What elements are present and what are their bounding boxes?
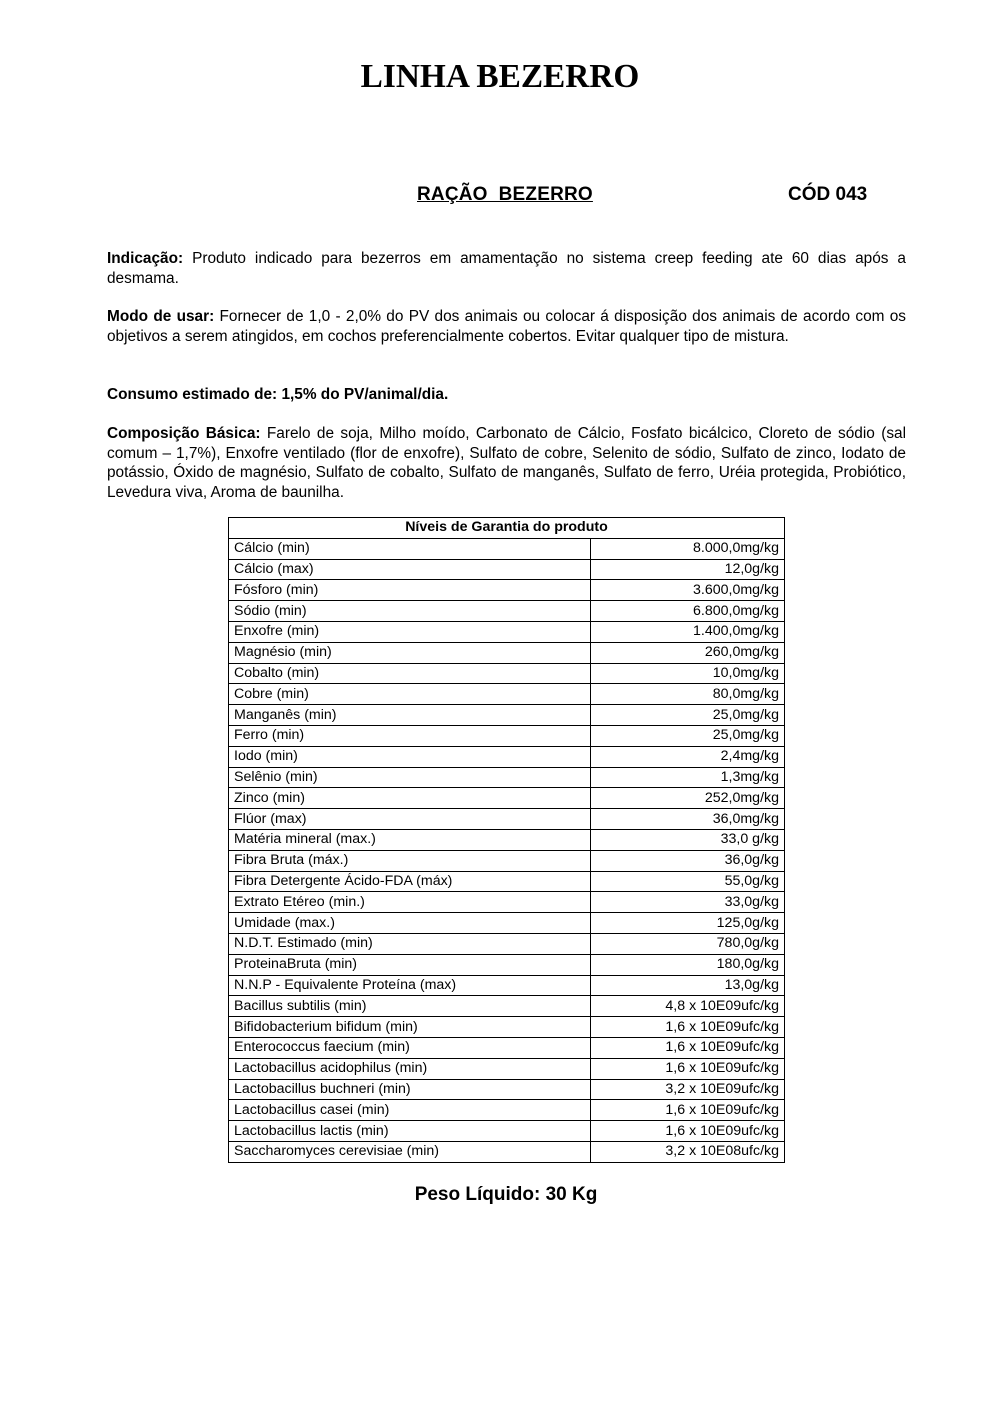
- nutrient-name: Extrato Etéreo (min.): [229, 892, 591, 913]
- nutrient-value: 1,6 x 10E09ufc/kg: [591, 1017, 785, 1038]
- nutrient-value: 33,0 g/kg: [591, 829, 785, 850]
- modo-de-usar-label: Modo de usar:: [107, 308, 215, 325]
- table-row: [229, 559, 785, 580]
- table-row: [229, 725, 785, 746]
- nutrient-value: 10,0mg/kg: [591, 663, 785, 684]
- nutrient-value: 36,0g/kg: [591, 850, 785, 871]
- nutrient-value: 6.800,0mg/kg: [591, 601, 785, 622]
- table-row: [229, 538, 785, 559]
- nutrient-name: Magnésio (min): [229, 642, 591, 663]
- nutrient-value: 252,0mg/kg: [591, 788, 785, 809]
- document-title: LINHA BEZERRO: [360, 58, 640, 95]
- table-row: [229, 871, 785, 892]
- nutrient-name: Lactobacillus lactis (min): [229, 1121, 591, 1142]
- nutrient-name: Umidade (max.): [229, 913, 591, 934]
- nutrient-name: Bifidobacterium bifidum (min): [229, 1017, 591, 1038]
- nutrient-name: Saccharomyces cerevisiae (min): [229, 1141, 591, 1162]
- table-row: [229, 1141, 785, 1162]
- nutrient-name: Fibra Bruta (máx.): [229, 850, 591, 871]
- nutrient-name: Zinco (min): [229, 788, 591, 809]
- table-row: [229, 954, 785, 975]
- nutrient-name: Bacillus subtilis (min): [229, 996, 591, 1017]
- table-row: [229, 975, 785, 996]
- table-row: [229, 829, 785, 850]
- nutrient-value: 1.400,0mg/kg: [591, 621, 785, 642]
- table-row: [229, 788, 785, 809]
- nutrient-name: N.D.T. Estimado (min): [229, 933, 591, 954]
- table-row: [229, 684, 785, 705]
- table-row: [229, 933, 785, 954]
- composicao-label: Composição Básica:: [107, 425, 261, 442]
- nutrient-value: 1,6 x 10E09ufc/kg: [591, 1058, 785, 1079]
- table-row: [229, 601, 785, 622]
- nutrient-name: Matéria mineral (max.): [229, 829, 591, 850]
- net-weight: Peso Líquido: 30 Kg: [414, 1184, 598, 1205]
- nutrient-value: 12,0g/kg: [591, 559, 785, 580]
- nutrient-name: Flúor (max): [229, 809, 591, 830]
- table-row: [229, 705, 785, 726]
- nutrient-name: Cobre (min): [229, 684, 591, 705]
- table-row: [229, 642, 785, 663]
- nutrient-name: Lactobacillus acidophilus (min): [229, 1058, 591, 1079]
- indicacao-text: Produto indicado para bezerros em amamentação no sistema creep feeding ate 60 dias após a desmama.: [107, 250, 906, 287]
- nutrient-value: 8.000,0mg/kg: [591, 538, 785, 559]
- indicacao-paragraph: [107, 249, 906, 288]
- nutrient-name: Enxofre (min): [229, 621, 591, 642]
- table-row: [229, 767, 785, 788]
- table-header-row: [229, 518, 785, 539]
- table-row: [229, 1100, 785, 1121]
- table-row: [229, 580, 785, 601]
- nutrient-value: 4,8 x 10E09ufc/kg: [591, 996, 785, 1017]
- table-header: Níveis de Garantia do produto: [229, 518, 785, 539]
- table-body: [229, 538, 785, 1162]
- composicao-paragraph: [107, 424, 906, 502]
- table-row: [229, 746, 785, 767]
- nutrient-name: Cálcio (max): [229, 559, 591, 580]
- table-row: [229, 1121, 785, 1142]
- nutrient-value: 25,0mg/kg: [591, 705, 785, 726]
- table-row: [229, 809, 785, 830]
- nutrient-name: Iodo (min): [229, 746, 591, 767]
- consumo-estimado: Consumo estimado de: 1,5% do PV/animal/dia.: [107, 386, 449, 403]
- nutrient-name: Enterococcus faecium (min): [229, 1037, 591, 1058]
- table-row: [229, 663, 785, 684]
- indicacao-label: Indicação:: [107, 250, 184, 267]
- nutrient-value: 125,0g/kg: [591, 913, 785, 934]
- table-row: [229, 621, 785, 642]
- table-row: [229, 913, 785, 934]
- nutrient-name: N.N.P - Equivalente Proteína (max): [229, 975, 591, 996]
- modo-de-usar-paragraph: [107, 307, 906, 346]
- modo-de-usar-text: Fornecer de 1,0 - 2,0% do PV dos animais ou colocar á disposição dos animais de acordo com os objetivos a serem atingidos, em cochos preferencialmente cobertos. Evitar qualquer tipo de mistura.: [107, 308, 907, 345]
- nutrient-name: ProteinaBruta (min): [229, 954, 591, 975]
- nutrient-name: Fibra Detergente Ácido-FDA (máx): [229, 871, 591, 892]
- table-row: [229, 1079, 785, 1100]
- nutrient-name: Selênio (min): [229, 767, 591, 788]
- table-row: [229, 892, 785, 913]
- composicao-text: Farelo de soja, Milho moído, Carbonato de Cálcio, Fosfato bicálcico, Cloreto de sódio (sal comum – 1,7%), Enxofre ventilado (flor de enxofre), Sulfato de cobre, Selenito de sódio, Sulfato de zinco, Iodato de potássio, Óxido de magnésio, Sulfato de cobalto, Sulfato de manganês, Sulfato de ferro, Uréia protegida, Probiótico, Levedura viva, Aroma de baunilha.: [107, 425, 907, 501]
- nutrient-value: 13,0g/kg: [591, 975, 785, 996]
- table-row: [229, 1037, 785, 1058]
- nutrient-name: Lactobacillus casei (min): [229, 1100, 591, 1121]
- nutrient-name: Manganês (min): [229, 705, 591, 726]
- table-row: [229, 1058, 785, 1079]
- nutrient-name: Cobalto (min): [229, 663, 591, 684]
- nutrient-value: 2,4mg/kg: [591, 746, 785, 767]
- nutrient-value: 1,3mg/kg: [591, 767, 785, 788]
- nutrient-value: 25,0mg/kg: [591, 725, 785, 746]
- nutrient-value: 1,6 x 10E09ufc/kg: [591, 1121, 785, 1142]
- table-row: [229, 996, 785, 1017]
- nutrient-value: 80,0mg/kg: [591, 684, 785, 705]
- nutrient-value: 3,2 x 10E08ufc/kg: [591, 1141, 785, 1162]
- nutrient-name: Cálcio (min): [229, 538, 591, 559]
- nutrient-name: Fósforo (min): [229, 580, 591, 601]
- nutrient-name: Ferro (min): [229, 725, 591, 746]
- table-row: [229, 1017, 785, 1038]
- guarantee-levels-table: [228, 517, 785, 1163]
- nutrient-value: 1,6 x 10E09ufc/kg: [591, 1037, 785, 1058]
- nutrient-value: 55,0g/kg: [591, 871, 785, 892]
- nutrient-name: Lactobacillus buchneri (min): [229, 1079, 591, 1100]
- nutrient-value: 3.600,0mg/kg: [591, 580, 785, 601]
- product-name: RAÇÃO BEZERRO: [417, 184, 593, 205]
- nutrient-name: Sódio (min): [229, 601, 591, 622]
- nutrient-value: 1,6 x 10E09ufc/kg: [591, 1100, 785, 1121]
- nutrient-value: 3,2 x 10E09ufc/kg: [591, 1079, 785, 1100]
- nutrient-value: 260,0mg/kg: [591, 642, 785, 663]
- product-code: CÓD 043: [788, 184, 868, 205]
- nutrient-value: 180,0g/kg: [591, 954, 785, 975]
- nutrient-value: 780,0g/kg: [591, 933, 785, 954]
- table-row: [229, 850, 785, 871]
- nutrient-value: 33,0g/kg: [591, 892, 785, 913]
- nutrient-value: 36,0mg/kg: [591, 809, 785, 830]
